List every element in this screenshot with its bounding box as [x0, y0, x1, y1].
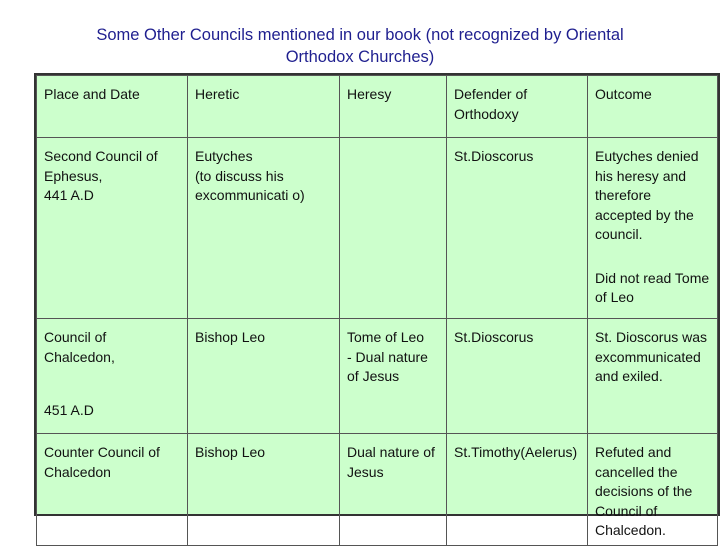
- cell-place: [37, 319, 188, 434]
- cell-outcome: [588, 138, 718, 319]
- cell-defender: [447, 434, 588, 546]
- cell-text: Refuted and cancelled the decisions of the Council of Chalcedon.: [595, 444, 693, 538]
- header-heretic: Heretic: [188, 76, 340, 138]
- cell-text: Eutyches: [195, 148, 253, 164]
- cell-place: [37, 138, 188, 319]
- table-header-row: [37, 76, 718, 138]
- cell-text: St.Timothy(Aelerus): [454, 444, 578, 460]
- cell-text: St.Dioscorus: [454, 329, 534, 345]
- cell-text: 441 A.D: [44, 187, 94, 203]
- cell-text: Dual nature of Jesus: [347, 444, 435, 480]
- cell-heretic: [188, 434, 340, 546]
- cell-text: Second Council of Ephesus,: [44, 148, 158, 184]
- cell-outcome: [588, 434, 718, 546]
- cell-defender: [447, 138, 588, 319]
- title-line-1: Some Other Councils mentioned in our book (not recognized by Oriental: [96, 26, 624, 44]
- cell-heresy: [340, 434, 447, 546]
- cell-text: Counter Council of Chalcedon: [44, 444, 160, 480]
- cell-heretic: [188, 138, 340, 319]
- title-line-2: Orthodox Churches): [285, 48, 435, 66]
- table-row: [37, 434, 718, 546]
- cell-text: St. Dioscorus was excommunicated and exiled.: [595, 329, 708, 384]
- table-row: [37, 138, 718, 319]
- cell-defender: [447, 319, 588, 434]
- cell-text: - Dual nature of Jesus: [347, 348, 428, 384]
- page-title: [20, 24, 700, 68]
- cell-text: St.Dioscorus: [454, 148, 534, 164]
- cell-text: Tome of Leo: [347, 329, 425, 345]
- cell-heresy: [340, 319, 447, 434]
- table-row: [37, 319, 718, 434]
- cell-outcome: [588, 319, 718, 434]
- cell-text: Did not read Tome of Leo: [595, 269, 710, 305]
- header-place-and-date: Place and Date: [37, 76, 188, 138]
- cell-text: Bishop Leo: [195, 329, 266, 345]
- cell-place: [37, 434, 188, 546]
- cell-text: Eutyches denied his heresy and therefore accepted by the council.: [595, 148, 699, 242]
- cell-heresy: [340, 138, 447, 319]
- header-heresy: Heresy: [340, 76, 447, 138]
- cell-heretic: [188, 319, 340, 434]
- header-outcome: Outcome: [588, 76, 718, 138]
- cell-text: (to discuss his excommunicati o): [195, 167, 305, 203]
- header-defender: Defender of Orthodoxy: [447, 76, 588, 138]
- councils-table: [34, 73, 720, 538]
- cell-text: 451 A.D: [44, 402, 94, 418]
- cell-text: Bishop Leo: [195, 444, 266, 460]
- cell-text: Council of Chalcedon,: [44, 329, 115, 365]
